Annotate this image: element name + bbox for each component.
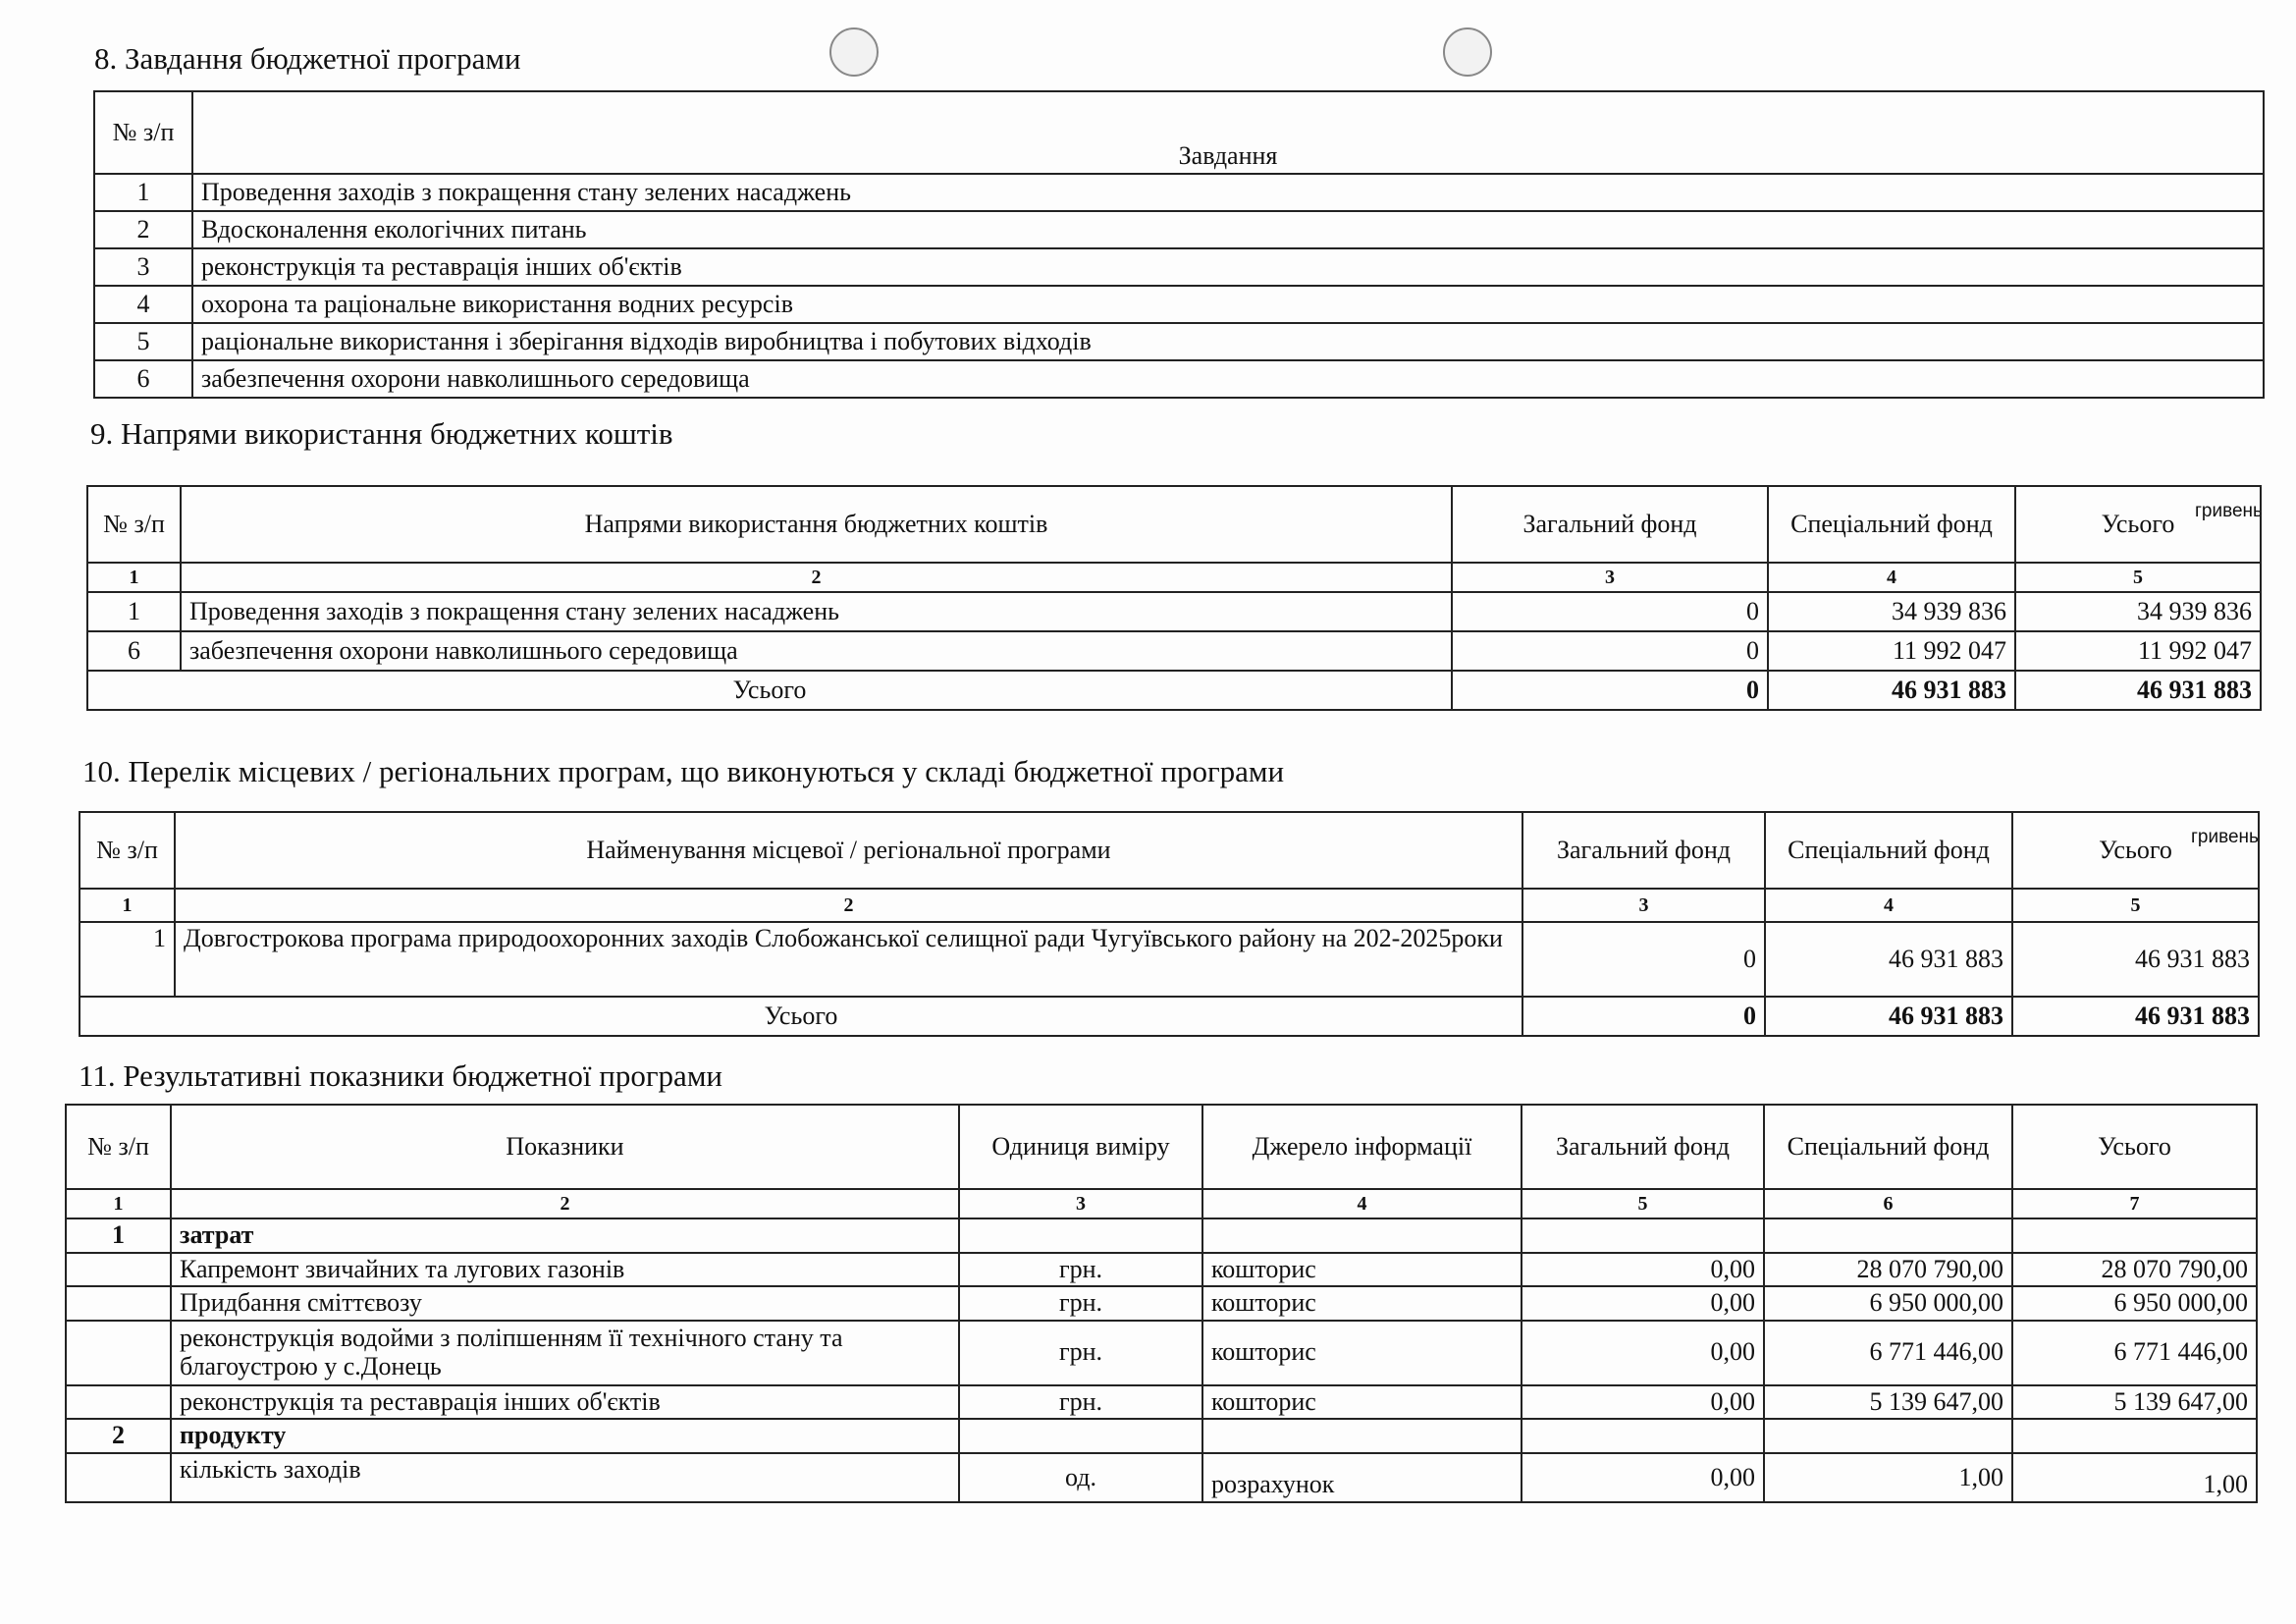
empty-cell bbox=[1764, 1218, 2012, 1253]
empty-cell bbox=[1522, 1419, 1764, 1453]
table-row-num: 2 bbox=[94, 211, 192, 248]
col-index: 5 bbox=[2015, 563, 2261, 592]
indicator-unit: грн. bbox=[959, 1321, 1202, 1385]
col-total-header: Усього bbox=[2015, 486, 2261, 563]
table-row-num: 3 bbox=[94, 248, 192, 286]
group-num: 1 bbox=[66, 1218, 171, 1253]
empty-cell bbox=[66, 1385, 171, 1420]
table-row-text: раціональне використання і зберігання відходів виробництва і побутових відходів bbox=[192, 323, 2264, 360]
empty-cell bbox=[959, 1218, 1202, 1253]
table-row-num: 6 bbox=[87, 631, 181, 671]
col-special-header: Спеціальний фонд bbox=[1765, 812, 2012, 889]
empty-cell bbox=[66, 1253, 171, 1287]
col-task-header: Завдання bbox=[192, 91, 2264, 174]
table-row-num: 1 bbox=[87, 592, 181, 631]
table-row-general: 0 bbox=[1452, 592, 1768, 631]
col-index: 1 bbox=[66, 1189, 171, 1218]
indicator-special: 6 950 000,00 bbox=[1764, 1286, 2012, 1321]
col-special-header: Спеціальний фонд bbox=[1764, 1105, 2012, 1189]
col-index: 7 bbox=[2012, 1189, 2257, 1218]
group-name: затрат bbox=[171, 1218, 959, 1253]
table-row-special: 34 939 836 bbox=[1768, 592, 2015, 631]
total-row-label: Усього bbox=[80, 997, 1522, 1036]
group-name: продукту bbox=[171, 1419, 959, 1453]
indicator-special: 5 139 647,00 bbox=[1764, 1385, 2012, 1420]
table-row-text: Вдосконалення екологічних питань bbox=[192, 211, 2264, 248]
col-name-header: Напрями використання бюджетних коштів bbox=[181, 486, 1452, 563]
total-row-label: Усього bbox=[87, 671, 1452, 710]
table-row-text: Проведення заходів з покращення стану зелених насаджень bbox=[192, 174, 2264, 211]
col-index: 1 bbox=[87, 563, 181, 592]
total-row-general: 0 bbox=[1452, 671, 1768, 710]
col-num-header: № з/п bbox=[94, 91, 192, 174]
col-num-header: № з/п bbox=[66, 1105, 171, 1189]
indicator-name: кількість заходів bbox=[171, 1453, 959, 1502]
indicator-name: реконструкція водойми з поліпшенням її технічного стану та благоустрою у с.Донець bbox=[171, 1321, 959, 1385]
indicator-source: кошторис bbox=[1202, 1321, 1522, 1385]
punch-hole-icon bbox=[829, 27, 879, 77]
indicator-general: 0,00 bbox=[1522, 1253, 1764, 1287]
section-9-heading: 9. Напрями використання бюджетних коштів bbox=[90, 416, 673, 451]
empty-cell bbox=[959, 1419, 1202, 1453]
table-row-general: 0 bbox=[1522, 922, 1765, 997]
indicator-source: кошторис bbox=[1202, 1286, 1522, 1321]
empty-cell bbox=[2012, 1419, 2257, 1453]
col-total-header: Усього bbox=[2012, 1105, 2257, 1189]
indicator-total: 1,00 bbox=[2012, 1453, 2257, 1502]
indicator-total: 5 139 647,00 bbox=[2012, 1385, 2257, 1420]
section-10-heading: 10. Перелік місцевих / регіональних програм, що виконуються у складі бюджетної програми bbox=[82, 754, 1285, 788]
section-8-heading: 8. Завдання бюджетної програми bbox=[94, 41, 521, 76]
local-programs-table bbox=[79, 811, 2260, 1037]
empty-cell bbox=[66, 1321, 171, 1385]
indicator-source: кошторис bbox=[1202, 1253, 1522, 1287]
table-row-name: Довгострокова програма природоохоронних заходів Слобожанської селищної ради Чугуївського району на 202-2025роки bbox=[175, 922, 1522, 997]
indicator-unit: од. bbox=[959, 1453, 1202, 1502]
section-11-heading: 11. Результативні показники бюджетної програми bbox=[79, 1058, 723, 1093]
table-row-total: 11 992 047 bbox=[2015, 631, 2261, 671]
indicator-special: 28 070 790,00 bbox=[1764, 1253, 2012, 1287]
table-row-general: 0 bbox=[1452, 631, 1768, 671]
punch-hole-icon bbox=[1443, 27, 1492, 77]
unit-label: гривень bbox=[2195, 501, 2263, 521]
col-index: 4 bbox=[1768, 563, 2015, 592]
table-row-num: 4 bbox=[94, 286, 192, 323]
table-row-num: 1 bbox=[94, 174, 192, 211]
total-row-total: 46 931 883 bbox=[2015, 671, 2261, 710]
indicator-name: реконструкція та реставрація інших об'єктів bbox=[171, 1385, 959, 1420]
total-row-total: 46 931 883 bbox=[2012, 997, 2259, 1036]
indicator-unit: грн. bbox=[959, 1253, 1202, 1287]
empty-cell bbox=[1202, 1419, 1522, 1453]
indicator-source: розрахунок bbox=[1202, 1453, 1522, 1502]
table-row-total: 46 931 883 bbox=[2012, 922, 2259, 997]
col-general-header: Загальний фонд bbox=[1522, 812, 1765, 889]
indicator-general: 0,00 bbox=[1522, 1321, 1764, 1385]
col-index: 4 bbox=[1765, 889, 2012, 922]
table-row-text: охорона та раціональне використання водних ресурсів bbox=[192, 286, 2264, 323]
table-row-text: реконструкція та реставрація інших об'єктів bbox=[192, 248, 2264, 286]
table-row-num: 1 bbox=[80, 922, 175, 997]
total-row-special: 46 931 883 bbox=[1765, 997, 2012, 1036]
indicator-general: 0,00 bbox=[1522, 1453, 1764, 1502]
indicator-general: 0,00 bbox=[1522, 1385, 1764, 1420]
table-row-special: 46 931 883 bbox=[1765, 922, 2012, 997]
col-index: 3 bbox=[1452, 563, 1768, 592]
empty-cell bbox=[1764, 1419, 2012, 1453]
col-index: 2 bbox=[175, 889, 1522, 922]
col-special-header: Спеціальний фонд bbox=[1768, 486, 2015, 563]
empty-cell bbox=[66, 1286, 171, 1321]
table-row-num: 5 bbox=[94, 323, 192, 360]
empty-cell bbox=[1522, 1218, 1764, 1253]
indicator-total: 28 070 790,00 bbox=[2012, 1253, 2257, 1287]
indicator-unit: грн. bbox=[959, 1385, 1202, 1420]
table-row-total: 34 939 836 bbox=[2015, 592, 2261, 631]
col-index: 4 bbox=[1202, 1189, 1522, 1218]
total-row-general: 0 bbox=[1522, 997, 1765, 1036]
col-index: 5 bbox=[1522, 1189, 1764, 1218]
col-index: 1 bbox=[80, 889, 175, 922]
col-indicator-header: Показники bbox=[171, 1105, 959, 1189]
col-index: 6 bbox=[1764, 1189, 2012, 1218]
col-unit-header: Одиниця виміру bbox=[959, 1105, 1202, 1189]
col-total-header: Усього bbox=[2012, 812, 2259, 889]
empty-cell bbox=[2012, 1218, 2257, 1253]
table-row-name: забезпечення охорони навколишнього середовища bbox=[181, 631, 1452, 671]
empty-cell bbox=[66, 1453, 171, 1502]
budget-directions-table bbox=[86, 485, 2262, 711]
indicator-unit: грн. bbox=[959, 1286, 1202, 1321]
col-general-header: Загальний фонд bbox=[1452, 486, 1768, 563]
col-name-header: Найменування місцевої / регіональної програми bbox=[175, 812, 1522, 889]
indicator-total: 6 950 000,00 bbox=[2012, 1286, 2257, 1321]
empty-cell bbox=[1202, 1218, 1522, 1253]
table-row-name: Проведення заходів з покращення стану зелених насаджень bbox=[181, 592, 1452, 631]
col-num-header: № з/п bbox=[87, 486, 181, 563]
table-row-num: 6 bbox=[94, 360, 192, 398]
col-num-header: № з/п bbox=[80, 812, 175, 889]
indicator-name: Придбання сміттєвозу bbox=[171, 1286, 959, 1321]
col-index: 5 bbox=[2012, 889, 2259, 922]
col-index: 3 bbox=[959, 1189, 1202, 1218]
unit-label: гривень bbox=[2191, 827, 2259, 847]
indicator-source: кошторис bbox=[1202, 1385, 1522, 1420]
indicator-general: 0,00 bbox=[1522, 1286, 1764, 1321]
performance-indicators-table bbox=[65, 1104, 2258, 1503]
indicator-special: 1,00 bbox=[1764, 1453, 2012, 1502]
col-index: 2 bbox=[181, 563, 1452, 592]
indicator-name: Капремонт звичайних та лугових газонів bbox=[171, 1253, 959, 1287]
col-index: 3 bbox=[1522, 889, 1765, 922]
col-general-header: Загальний фонд bbox=[1522, 1105, 1764, 1189]
indicator-total: 6 771 446,00 bbox=[2012, 1321, 2257, 1385]
table-row-text: забезпечення охорони навколишнього середовища bbox=[192, 360, 2264, 398]
col-source-header: Джерело інформації bbox=[1202, 1105, 1522, 1189]
group-num: 2 bbox=[66, 1419, 171, 1453]
col-index: 2 bbox=[171, 1189, 959, 1218]
table-row-special: 11 992 047 bbox=[1768, 631, 2015, 671]
tasks-table bbox=[93, 90, 2265, 399]
indicator-special: 6 771 446,00 bbox=[1764, 1321, 2012, 1385]
total-row-special: 46 931 883 bbox=[1768, 671, 2015, 710]
